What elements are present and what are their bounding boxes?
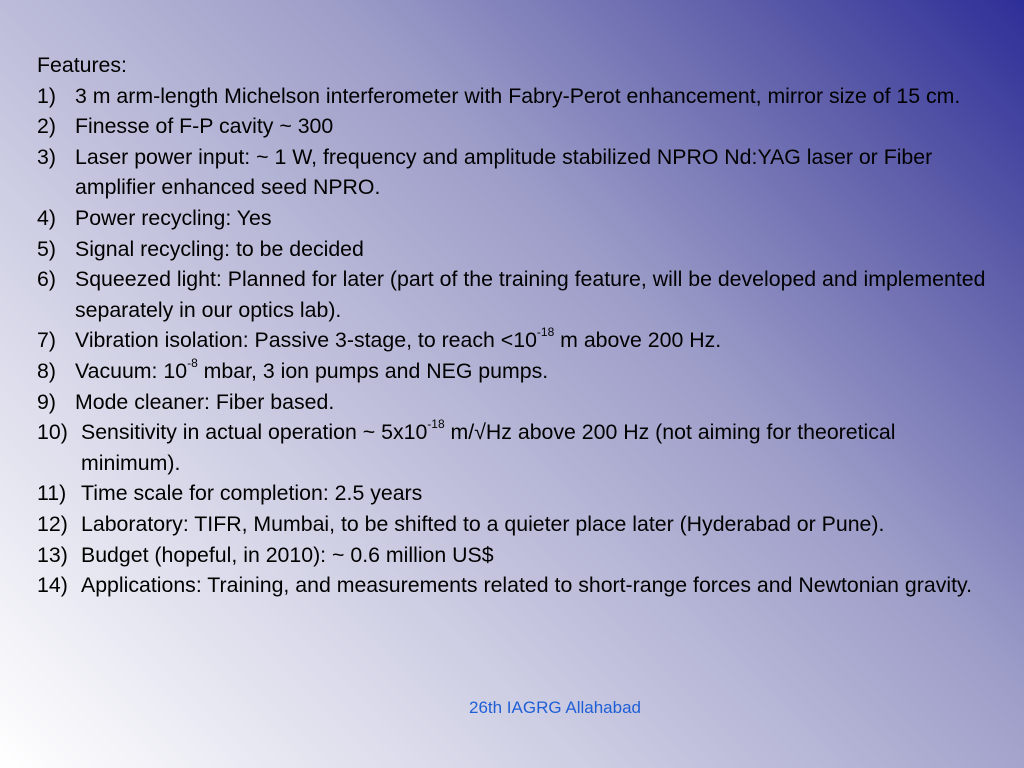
feature-text-segment: 3 m arm-length Michelson interferometer with Fabry-Perot enhancement, mirror size of 15 cm.: [75, 83, 961, 108]
feature-number: 12): [37, 511, 68, 536]
feature-text-segment: Vibration isolation: Passive 3-stage, to reach <10: [75, 328, 537, 353]
feature-number: 9): [37, 389, 56, 414]
feature-text-segment: Signal recycling: to be decided: [75, 236, 364, 261]
feature-text-segment: mbar, 3 ion pumps and NEG pumps.: [197, 358, 549, 383]
feature-text: [75, 237, 364, 261]
feature-text: [75, 114, 333, 138]
feature-number: 7): [37, 328, 56, 353]
features-heading: Features:: [37, 53, 127, 77]
feature-text-segment: Laboratory: TIFR, Mumbai, to be shifted to a quieter place later (Hyderabad or Pune).: [81, 511, 885, 536]
feature-text-segment: m above 200 Hz.: [554, 328, 722, 353]
feature-text: [81, 512, 884, 536]
feature-item: [37, 81, 987, 112]
slide-content: [37, 50, 987, 601]
feature-number: 13): [37, 542, 68, 567]
feature-text: [81, 573, 972, 597]
feature-item: [37, 478, 987, 509]
feature-item: [37, 570, 987, 601]
feature-item: [37, 387, 987, 418]
feature-text-segment: Time scale for completion: 2.5 years: [81, 481, 423, 506]
feature-text-segment: Applications: Training, and measurements related to short-range forces and Newtonian gravity.: [81, 573, 972, 598]
feature-item: [37, 540, 987, 571]
feature-text-segment: Mode cleaner: Fiber based.: [75, 389, 335, 414]
exponent: -18: [536, 325, 555, 340]
feature-item: [37, 203, 987, 234]
feature-item: [37, 509, 987, 540]
feature-item: [37, 356, 987, 387]
exponent: -18: [427, 417, 445, 432]
feature-text-segment: m/√Hz above 200 Hz (not aiming for theoretical minimum).: [81, 420, 896, 475]
feature-text: [75, 355, 549, 383]
feature-number: 11): [37, 481, 67, 506]
feature-text: [75, 325, 722, 353]
feature-text-segment: Squeezed light: Planned for later (part of the training feature, will be developed and implemented separately in our optics lab).: [75, 267, 986, 322]
feature-number: 14): [37, 573, 68, 598]
feature-number: 5): [37, 236, 56, 261]
slide-footer: 26th IAGRG Allahabad: [468, 698, 641, 717]
feature-item: [37, 142, 987, 203]
feature-text-segment: Laser power input: ~ 1 W, frequency and amplitude stabilized NPRO Nd:YAG laser or Fiber amplifier enhanced seed NPRO.: [75, 144, 933, 200]
feature-number: 1): [37, 83, 56, 108]
feature-text: [75, 84, 960, 108]
feature-number: 6): [37, 267, 56, 292]
feature-text: [75, 206, 272, 230]
feature-text: [81, 481, 422, 505]
feature-text-segment: Finesse of F-P cavity ~ 300: [75, 114, 334, 139]
feature-number: 2): [37, 114, 56, 139]
feature-number: 10): [37, 420, 68, 445]
feature-text-segment: Vacuum: 10: [75, 358, 188, 383]
feature-text: [75, 145, 932, 200]
feature-text: [75, 390, 334, 414]
feature-text-segment: Budget (hopeful, in 2010): ~ 0.6 million US$: [81, 542, 494, 567]
feature-text: [75, 267, 985, 322]
feature-item: [37, 417, 987, 478]
feature-item: [37, 234, 987, 265]
feature-number: 4): [37, 205, 56, 230]
feature-text-segment: Power recycling: Yes: [75, 205, 272, 230]
feature-text: [81, 417, 896, 475]
feature-text: [81, 543, 494, 567]
feature-text-segment: Sensitivity in actual operation ~ 5x10: [81, 420, 428, 445]
feature-item: [37, 111, 987, 142]
exponent: -8: [187, 355, 198, 370]
feature-item: [37, 264, 987, 325]
feature-number: 8): [37, 358, 56, 383]
feature-number: 3): [37, 144, 56, 169]
feature-item: [37, 325, 987, 356]
features-list: [37, 81, 987, 601]
